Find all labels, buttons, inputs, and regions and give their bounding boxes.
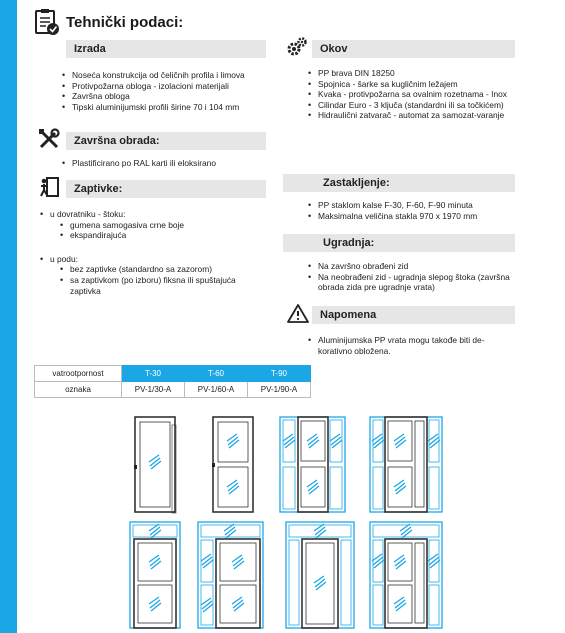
list-item: • Noseća konstrukcija od čeličnih profila i limova xyxy=(62,70,272,81)
group-label: u dovratniku - štoku: xyxy=(50,209,126,219)
list-item: • Spojnica - šarke sa kugličnim ležajem xyxy=(308,79,513,90)
list-item: • gumena samogasiva crne boje xyxy=(60,220,260,231)
code-cell: PV-1/60-A xyxy=(185,382,248,398)
row-label: oznaka xyxy=(35,382,122,398)
table-row xyxy=(35,366,311,382)
list-item: • PP staklom kalse F-30, F-60, F-90 minuta xyxy=(308,200,513,211)
zavrsna-list xyxy=(62,158,272,169)
accent-side-bar xyxy=(0,0,17,633)
section-heading-napomena: Napomena xyxy=(312,306,515,324)
gears-icon xyxy=(286,36,308,58)
napomena-list xyxy=(308,335,513,356)
group-label: u podu: xyxy=(50,253,78,264)
clipboard-check-icon xyxy=(34,8,60,36)
list-item xyxy=(40,209,270,241)
list-item: • sa zaptivkom (po izboru) fiksna ili spuštajuća zaptivka xyxy=(60,275,260,296)
list-item: • Plastificirano po RAL karti ili eloksirano xyxy=(62,158,272,169)
section-heading-izrada: Izrada xyxy=(66,40,266,58)
ugradnja-list xyxy=(308,261,513,293)
list-item: • Na završno obrađeni zid xyxy=(308,261,513,272)
rating-cell: T-90 xyxy=(248,366,311,382)
izrada-list xyxy=(62,70,272,112)
list-item: • bez zaptivke (standardno sa zazorom) xyxy=(60,264,260,275)
door-drawing xyxy=(370,417,442,512)
list-item: • Završna obloga xyxy=(62,91,272,102)
okov-list xyxy=(308,68,513,121)
list-item: • Tipski aluminijumski profili širine 70 i 104 mm xyxy=(62,102,272,113)
section-heading-zastakljenje: Zastakljenje: xyxy=(283,174,515,192)
page-title: Tehnički podaci: xyxy=(66,13,184,31)
code-cell: PV-1/30-A xyxy=(122,382,185,398)
list-item: • Cilindar Euro - 3 ključa (standardni ili sa točkićem) xyxy=(308,100,513,111)
door-drawing xyxy=(134,417,176,513)
list-item: • Kvaka - protivpožarna sa ovalnim rozetnama - Inox xyxy=(308,89,513,100)
list-item: • Hidraulični zatvarač - automat za samozat-varanje xyxy=(308,110,513,121)
list-item: • PP brava DIN 18250 xyxy=(308,68,513,79)
section-heading-okov: Okov xyxy=(312,40,515,58)
person-door-icon xyxy=(38,176,60,198)
list-item: • Aluminijumska PP vrata mogu takođe biti de-korativno obložena. xyxy=(308,335,513,356)
title-row xyxy=(34,8,183,36)
table-row xyxy=(35,382,311,398)
door-drawing xyxy=(286,522,354,628)
list-item: • ekspandirajuća xyxy=(60,230,260,241)
door-drawing xyxy=(198,522,263,628)
warning-icon xyxy=(287,303,309,323)
door-variants-illustration xyxy=(120,405,460,630)
door-drawing xyxy=(212,417,253,512)
code-cell: PV-1/90-A xyxy=(248,382,311,398)
rating-cell: T-30 xyxy=(122,366,185,382)
section-heading-zavrsna: Završna obrada: xyxy=(66,132,266,150)
list-item xyxy=(40,254,270,296)
sub-list xyxy=(60,264,260,296)
section-heading-ugradnja: Ugradnja: xyxy=(283,234,515,252)
door-drawing xyxy=(370,522,442,628)
rating-cell: T-60 xyxy=(185,366,248,382)
list-item: • Maksimalna veličina stakla 970 x 1970 mm xyxy=(308,211,513,222)
zastakljenje-list xyxy=(308,200,513,221)
tools-icon xyxy=(38,128,60,150)
door-drawing xyxy=(280,417,345,512)
spec-table xyxy=(34,365,311,398)
list-item: • Protivpožarna obloga - izolacioni materijali xyxy=(62,81,272,92)
sub-list xyxy=(60,220,260,241)
section-heading-zaptivke: Zaptivke: xyxy=(66,180,266,198)
list-item: • Na neobrađeni zid - ugradnja slepog štoka (završna obrada zida pre ugradnje vrata) xyxy=(308,272,513,293)
zaptivke-list xyxy=(40,209,270,296)
row-label: vatrootpornost xyxy=(35,366,122,382)
door-drawing xyxy=(130,522,180,628)
